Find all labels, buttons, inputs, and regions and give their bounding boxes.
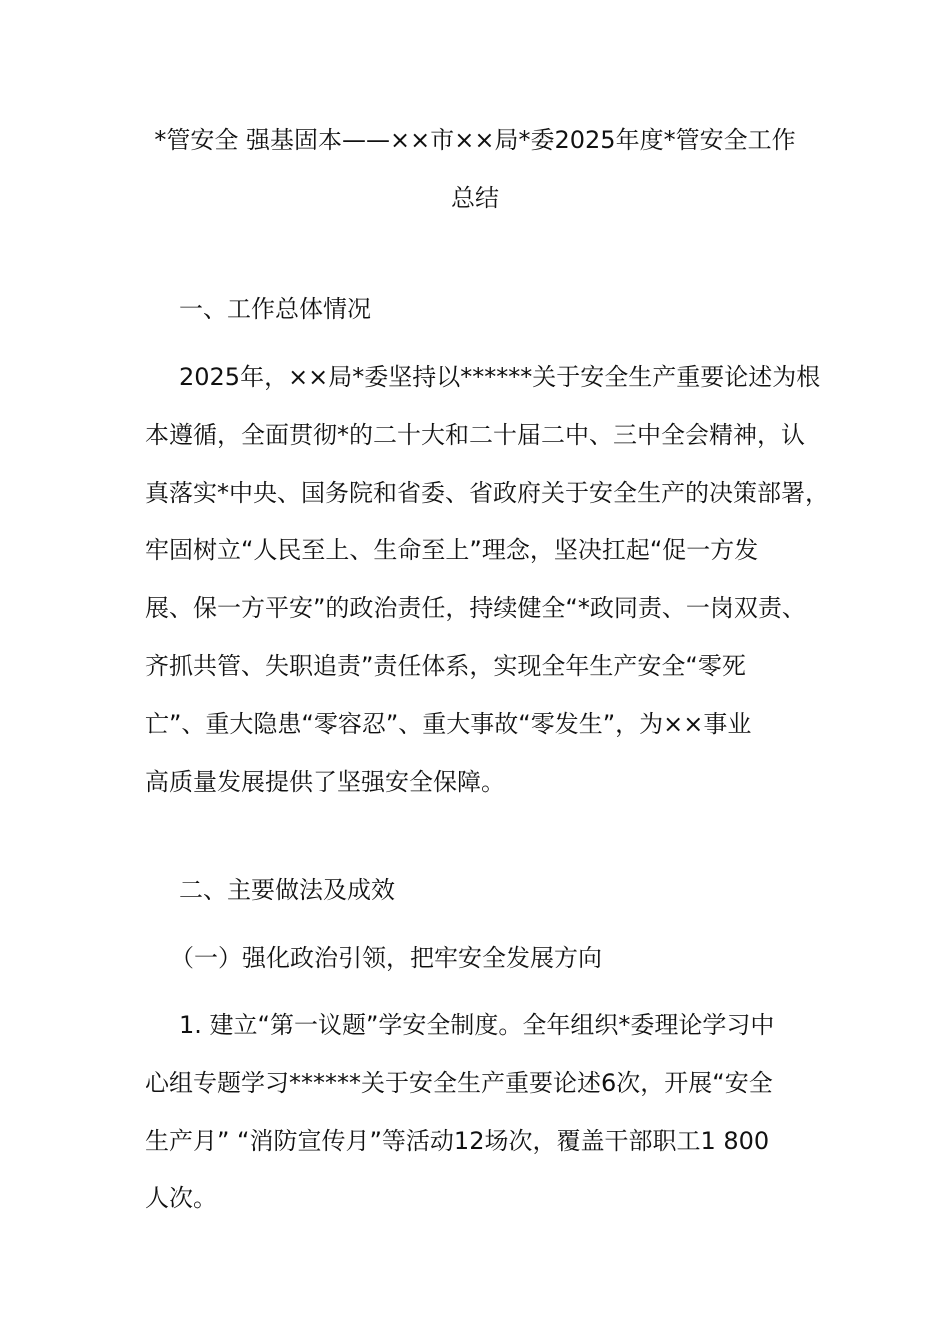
paragraph-line: 齐抓共管、失职追责”责任体系，实现全年生产安全“零死	[145, 651, 746, 680]
paragraph-line: 本遵循，全面贯彻*的二十大和二十届二中、三中全会精神，认	[145, 420, 805, 449]
section-heading-overview: 一、工作总体情况	[179, 295, 371, 323]
title-line-1: *管安全 强基固本——××市××局*委2025年度*管安全工作	[154, 126, 796, 154]
paragraph-line: 生产月” “消防宣传月”等活动12场次，覆盖干部职工1 800	[145, 1126, 770, 1155]
subsection-heading-political-guidance: （一）强化政治引领，把牢安全发展方向	[170, 944, 602, 972]
paragraph-line: 心组专题学习******关于安全生产重要论述6次，开展“安全	[145, 1068, 773, 1097]
paragraph-line: 2025年，××局*委坚持以******关于安全生产重要论述为根	[179, 363, 821, 391]
paragraph-line: 高质量发展提供了坚强安全保障。	[145, 767, 505, 796]
overview-paragraph	[145, 349, 829, 811]
study-system-paragraph	[145, 997, 815, 1228]
paragraph-line: 牢固树立“人民至上、生命至上”理念，坚决扛起“促一方发	[145, 536, 759, 565]
section-heading-practices: 二、主要做法及成效	[179, 876, 395, 904]
paragraph-line: 真落实*中央、国务院和省委、省政府关于安全生产的决策部署，	[145, 478, 829, 507]
title-line-2: 总结	[451, 184, 499, 212]
paragraph-line: 人次。	[145, 1184, 217, 1213]
paragraph-line: 亡”、重大隐患“零容忍”、重大事故“零发生”，为××事业	[145, 709, 752, 738]
document-title	[80, 111, 870, 227]
paragraph-line: 展、保一方平安”的政治责任，持续健全“*政同责、一岗双责、	[145, 594, 806, 623]
paragraph-line: 1. 建立“第一议题”学安全制度。全年组织*委理论学习中	[179, 1011, 775, 1039]
